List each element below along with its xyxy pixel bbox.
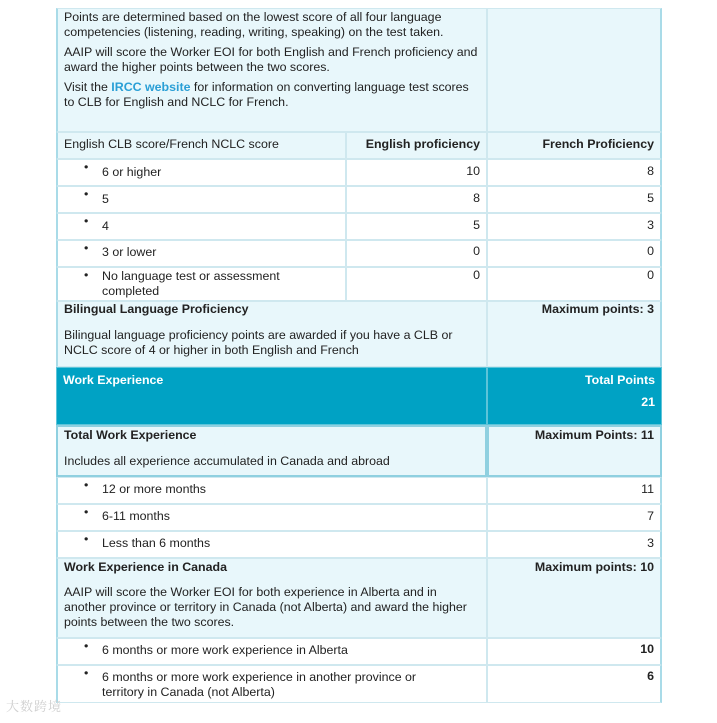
language-intro-cell bbox=[56, 8, 487, 132]
canada-work-option-points: 6 bbox=[487, 665, 662, 703]
language-header-row bbox=[56, 132, 662, 159]
total-work-option-label: • 12 or more months bbox=[56, 477, 487, 504]
total-points-label: Total Points bbox=[585, 373, 655, 387]
total-work-option-label: • Less than 6 months bbox=[56, 531, 487, 558]
bilingual-description: Bilingual language proficiency points are awarded if you have a CLB or NCLC score of 4 or higher in both English and French bbox=[64, 328, 453, 357]
intro-text-after-link: for information on converting language test scores to CLB for English and NCLC for French. bbox=[64, 80, 469, 109]
canada-work-max-points: Maximum points: 10 bbox=[487, 558, 662, 638]
english-points: 0 bbox=[346, 267, 487, 301]
english-points: 8 bbox=[346, 186, 487, 213]
bilingual-row bbox=[56, 301, 662, 367]
total-work-cell bbox=[56, 425, 487, 477]
bilingual-cell bbox=[56, 301, 487, 367]
total-work-option-label: • 6-11 months bbox=[56, 504, 487, 531]
canada-work-option-label: • 6 months or more work experience in another province or territory in Canada (not Alberta) bbox=[56, 665, 487, 703]
table-row bbox=[56, 240, 662, 267]
french-points: 3 bbox=[487, 213, 662, 240]
canada-work-title: Work Experience in Canada bbox=[64, 560, 227, 574]
canada-work-option-points: 10 bbox=[487, 638, 662, 665]
bilingual-max-points: Maximum points: 3 bbox=[487, 301, 662, 367]
table-row bbox=[56, 213, 662, 240]
total-work-row bbox=[56, 425, 662, 477]
table-row bbox=[56, 665, 662, 703]
total-points-value: 21 bbox=[641, 395, 655, 409]
total-points-cell bbox=[487, 367, 662, 425]
canada-work-option-label: • 6 months or more work experience in Alberta bbox=[56, 638, 487, 665]
bilingual-title: Bilingual Language Proficiency bbox=[64, 302, 249, 316]
total-work-max-points: Maximum Points: 11 bbox=[487, 425, 662, 477]
total-work-title: Total Work Experience bbox=[64, 428, 197, 442]
points-table bbox=[56, 8, 662, 703]
intro-paragraph-1: Points are determined based on the lowest score of all four language competencies (listening, reading, writing, speaking) on the test taken. bbox=[64, 10, 444, 39]
language-score-label: • 6 or higher bbox=[56, 159, 346, 186]
intro-side-cell bbox=[487, 8, 662, 132]
english-points: 10 bbox=[346, 159, 487, 186]
watermark bbox=[6, 696, 62, 715]
intro-paragraph-2: AAIP will score the Worker EOI for both English and French proficiency and award the higher points between the two scores. bbox=[64, 45, 478, 74]
language-score-label: • 4 bbox=[56, 213, 346, 240]
language-score-label: • 3 or lower bbox=[56, 240, 346, 267]
watermark-text: 大数跨境 bbox=[6, 699, 63, 714]
total-work-description: Includes all experience accumulated in Canada and abroad bbox=[64, 454, 390, 468]
table-row bbox=[56, 159, 662, 186]
total-work-option-points: 11 bbox=[487, 477, 662, 504]
total-work-option-points: 7 bbox=[487, 504, 662, 531]
language-score-label: • No language test or assessment completed bbox=[56, 267, 346, 301]
table-row bbox=[56, 267, 662, 301]
language-intro-row bbox=[56, 8, 662, 132]
french-points: 8 bbox=[487, 159, 662, 186]
ircc-website-link[interactable]: IRCC website bbox=[111, 80, 191, 94]
french-points: 0 bbox=[487, 267, 662, 301]
work-experience-title: Work Experience bbox=[56, 367, 487, 425]
table-row bbox=[56, 186, 662, 213]
english-points: 5 bbox=[346, 213, 487, 240]
canada-work-cell bbox=[56, 558, 487, 638]
table-row bbox=[56, 531, 662, 558]
language-col-header-english: English proficiency bbox=[346, 132, 487, 159]
table-row bbox=[56, 638, 662, 665]
language-col-header-score: English CLB score/French NCLC score bbox=[56, 132, 346, 159]
total-work-option-points: 3 bbox=[487, 531, 662, 558]
french-points: 0 bbox=[487, 240, 662, 267]
intro-paragraph-3 bbox=[64, 80, 480, 110]
language-col-header-french: French Proficiency bbox=[487, 132, 662, 159]
work-experience-header-row bbox=[56, 367, 662, 425]
table-row bbox=[56, 477, 662, 504]
english-points: 0 bbox=[346, 240, 487, 267]
table-row bbox=[56, 504, 662, 531]
intro-text-before-link: Visit the bbox=[64, 80, 112, 94]
canada-work-description: AAIP will score the Worker EOI for both experience in Alberta and in another province or territory in Canada (not Alberta) and award the higher points between the two scores. bbox=[64, 585, 467, 629]
canada-work-row bbox=[56, 558, 662, 638]
language-score-label: • 5 bbox=[56, 186, 346, 213]
french-points: 5 bbox=[487, 186, 662, 213]
